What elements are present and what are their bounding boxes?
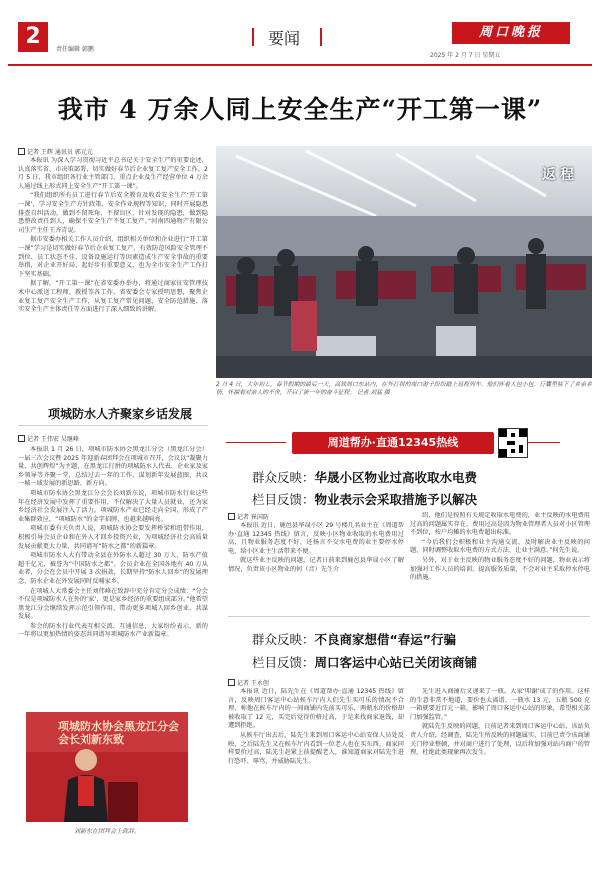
- hotline-story1-paragraph: 本报讯 近日，鹿邑县华晟小区 29 号楼几名业主在《周道帮办·直通 12345 热线》留言，反映小区物业收取的水电费用过高，且物业服务态度不好，还扬言不交水电费的业主要停水停电，给小区业主生活带来不便。: [228, 522, 404, 555]
- hotline-story2-left: [228, 688, 404, 880]
- hotline-story2-paragraph: 先生进入商铺后又递来了一瓶。大家‘叩谢’成了的作用。这样的生意非常不地道，要价也太离谱，一瓶水 13 元，五瓶 500 克一箱就要近百元一箱，影响了周口客运中心站的形象，希望相关部门加强监管。”: [410, 688, 590, 721]
- second-story-body: [18, 446, 208, 704]
- second-story-byline: 记者 王伟宏 吴继峰: [18, 434, 79, 443]
- second-story-paragraph: 参会的防水行业代表互相交流、互通信息，大家纷纷表示，新的一年将以更加热情的姿态共同谱写项城防水产业新篇章。: [18, 622, 208, 639]
- main-story-paragraph: 据了解，“开工第一课”在省安委办举办，将通过商家征安管理技术中心派送工程师、教授等各工作，省安委会专家授明思想，聚焦企业复工复产安全生产工作，从复工复产常见问题、安全防范措施、落实安全生产主体责任等方面进行了深入细致的讲解。: [18, 280, 208, 314]
- qr-code-pattern: [499, 429, 527, 457]
- hotline-divider: [228, 616, 590, 617]
- hotline-q2: [252, 630, 456, 648]
- hotline-story1-paragraph: 另外，对于业主反映的物业服务态度不好的问题，物业表示将加强对工作人员的培训，提高服务质量，不会对业主采取停水停电的措施。: [410, 556, 590, 582]
- section-divider-right: [320, 28, 322, 46]
- second-story-paragraph: 项城市防水协会黑龙江分会会长刘新东说，项城市防水行业这些年在经济发展中发挥了重要作用，不仅解决了大量人员就业，还为家乡经济社会发展注入了活力。项城防水产业已经走向全国，形成了产业集群效应，“项城防水”的金字招牌，也越来越响亮。: [18, 489, 208, 523]
- second-story-paragraph: 在项城人大常委会主任刘伟峰在致辞中充分肯定分会成绩：“分会不仅是项城防水人在外的‘家’，更是家乡经济的重要组成部分。”他希望黑龙江分会继续发挥示范引领作用，带动更多项城人回乡创业、共谋发展。: [18, 587, 208, 621]
- speaker-photo-overlay-text: 项城防水协会黑龙江分会会长刘新东致: [58, 720, 179, 746]
- hotline-story1-right: [410, 512, 590, 610]
- second-story-paragraph: 项城市委有关负责人说，项城防水协会要发挥桥梁和纽带作用，积极引导会员企业和在外人才回乡投资兴业，为项城经济社会高质量发展贡献更大力量，共同谱写“防水之都”的新篇章。: [18, 525, 208, 550]
- speaker-photo: [26, 712, 188, 822]
- hotline-story1-paragraph: 就这些业主反映的问题，记者日前来到鹿邑县华晟小区了解情况，负责该小区物业的何（音）先生介: [228, 557, 404, 573]
- hotline-a2-text: 周口客运中心站已关闭该商铺: [314, 655, 478, 670]
- speaker-photo-caption: 刘新东在团拜会上致辞。: [73, 828, 140, 835]
- newspaper-logo: 周口晚报: [452, 22, 570, 44]
- dateline: 2025 年 2 月 7 日 星期五: [430, 52, 501, 59]
- hotline-q2-text: 不良商家想借“春运”行骗: [314, 632, 456, 647]
- hotline-story1-paragraph: 绍，他们是按照有关规定收取水电费的，业主反映的水电费用过高的问题属实存在。费用过高是因为物业管理者人员对小区管理不到位，按户均摊的水电费超出标准。: [410, 512, 590, 537]
- second-story-paragraph: 项城市防水人大有带动全县在外防水人超过 30 万人，防水产值超千亿元，被誉为“中国防水之都”。会员企业在全国各地有 40 万从业者，分会在会员中开展 3 次捐款，长期坚持“防水人回乡”的发展理念，防水企业在外发展同时反哺家乡。: [18, 552, 208, 585]
- hotline-q1: [252, 468, 477, 486]
- hotline-q1-label: 群众反映：: [252, 470, 315, 485]
- main-story-paragraph: 本报讯 为深入学习贯彻习近平总书记关于安全生产的重要论述，认真落实省、市决策部署，切实做好春节后企业复工复产安全工作，2 月 5 日，我市组织各行业主管部门、重点企业及生产经营单位 4 万余人通过线上形式同上安全生产“开工第一课”。: [18, 157, 208, 190]
- hotline-a2: [252, 653, 477, 671]
- main-story-body: [18, 157, 208, 387]
- hotline-story1-paragraph: “今后我们会积极和业主沟通交流，及时解决业主反映的问题，同时调整收取水电费的方式方法，让业主满意。”何先生说。: [410, 538, 590, 555]
- section-divider-left: [252, 28, 254, 46]
- hotline-a1-text: 物业表示会采取措施予以解决: [314, 492, 478, 507]
- hotline-story1-left: [228, 522, 404, 610]
- hotline-story2-paragraph: 就陆先生反映的问题，日前记者来到周口客运中心站，该站负责人介绍，经调查，陆先生所反映的问题属实，目前已责令该商铺关门停业整顿，并对商户进行了处理，以后将加强对站内商户的管理，杜绝此类现象再次发生。: [410, 723, 590, 757]
- hotline-story2-paragraph: 本报讯 近日，陆先生在《周道帮办·直通 12345 热线》留言，反映周口客运中心站候车厅内人们先生买可乐的情况不合理，称他在候车厅内的一间商铺内先前买可乐，两瓶水的价格却被收取了 12 元，买完后觉得价格过高，于是来找商家退钱，却遭到拒绝。: [228, 688, 404, 730]
- photo-tag: 返程: [542, 167, 578, 183]
- photo-caption: 2 月 4 日，大年初七，春节假期的最后一天，高铁周口东站内，在外打拼的周口游子纷纷踏上返程列车。他们怀着大包小包，行囊里装下了乡亲乡情，怀揣着对亲人的不舍，开启了新一年的奋斗征程。 记者 刘猛 摄: [216, 382, 592, 396]
- station-photo: [216, 146, 592, 378]
- hotline-a2-label: 栏目反馈：: [252, 655, 315, 670]
- hotline-q1-text: 华晟小区物业过高收取水电费: [314, 470, 478, 485]
- hotline-story2-paragraph: 从候车厅出去后，陆先生来到周口客运中心站安保人员处反映，之后陆先生又在候车厅内看到一位老人也在买东西，商家同样要价过高，陆先生赶紧上前提醒老人，谁知道商家对陆先生进行恐吓、辱骂，并威胁陆先生。: [228, 731, 404, 765]
- page-number: 2: [18, 22, 48, 52]
- section-label: 要闻: [268, 29, 301, 48]
- editor-line: 责任编辑 韩鹏: [56, 46, 94, 53]
- main-story-byline: 记者 王辉 通讯员 郭元元: [18, 147, 93, 156]
- station-photo-illustration: [216, 146, 592, 378]
- qr-code-icon: [498, 428, 528, 458]
- hotline-banner: 周道帮办·直通12345热线: [292, 432, 494, 454]
- top-rule: [8, 64, 592, 66]
- hotline-story2-right: [410, 688, 590, 880]
- second-story-paragraph: 本报讯 1 月 26 日，项城市防水协会黑龙江分会（黑龙江分会）一届三次会议暨 2025 年迎新春团拜会在项城市召开，会议以“凝聚力量、共创辉煌”为主题，在黑龙江打拼的项城防水人代表、企业家及家乡领导等齐聚一堂，总结过去一年的工作，谋划新年发展蓝图，共议一城一域发展的新思路、新方向。: [18, 446, 208, 488]
- hotline-byline-2: 记者 王永创: [228, 678, 269, 687]
- hotline-byline-1: 记者 崔国防: [228, 512, 269, 521]
- hotline-a1-label: 栏目反馈：: [252, 492, 315, 507]
- second-story-rule: [18, 425, 208, 426]
- main-story-paragraph: “我们组织所有员工进行春节后安全教育及收看安全生产‘开工第一课’，学习安全生产方针政策、安全作业规程等知识，同时开展隐患排查自纠活动，做到不留死角、不留盲区，针对发现的隐患，做到隐患整改责任到人，确保不安全生产不复工复产。”河南四通物产有限公司生产主任王齐青说。: [18, 192, 208, 234]
- main-headline: 我市 4 万余人同上安全生产“开工第一课”: [57, 95, 543, 124]
- hotline-a1: [252, 490, 477, 508]
- main-story-paragraph: 据市安委办相关工作人员介绍，组织相关单位和企业进行“开工第一课”学习是切实做好春节后企业复工复产、有效防范风险安全管理不到位、员工状态不佳、设备设施运行等因素造成生产安全事故的重要举措，对企业开好局、起好步有重要意义，也为全市安全生产工作打下坚实基础。: [18, 236, 208, 278]
- second-story-headline: 项城防水人齐聚家乡话发展: [48, 407, 193, 421]
- hotline-q2-label: 群众反映：: [252, 632, 315, 647]
